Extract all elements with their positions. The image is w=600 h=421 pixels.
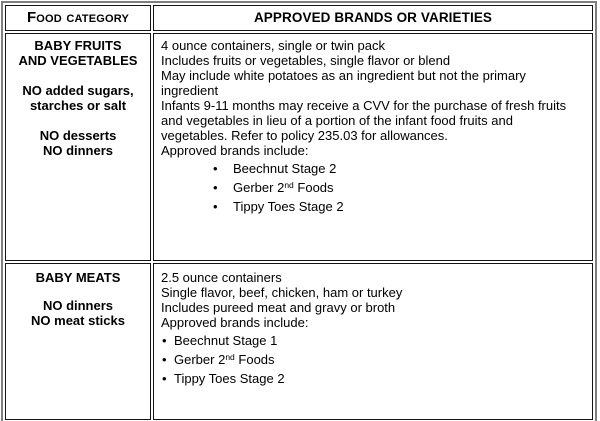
details-cell-baby-fruits — [153, 33, 593, 261]
brand-name: Gerber 2 — [233, 180, 285, 195]
details-paragraph: Infants 9-11 months may receive a CVV for the purchase of fresh fruits and vegetables in lieu of a portion of the infant food fruits and vegetables. Refer to policy 235.03 for allowances. — [161, 98, 567, 143]
restriction-line: starches or salt — [29, 98, 127, 113]
brand-name: Tippy Toes Stage 2 — [174, 371, 285, 386]
category-title-line: BABY FRUITS — [34, 38, 122, 53]
brand-name: Gerber 2 — [174, 352, 226, 367]
category-cell-baby-fruits — [5, 33, 151, 261]
brands-label: Approved brands include: — [161, 143, 309, 158]
details-line: Single flavor, beef, chicken, ham or turkey — [161, 285, 403, 300]
bullet-icon: • — [162, 333, 167, 348]
brand-name: Beechnut Stage 1 — [174, 333, 278, 348]
food-category-header-label: Food category — [26, 9, 130, 26]
bullet-icon: • — [213, 161, 218, 176]
table-row-baby-fruits-vegetables — [5, 33, 593, 261]
brand-item — [161, 160, 578, 179]
brand-item — [161, 351, 578, 370]
brand-list — [161, 160, 578, 217]
header-cell-food-category — [5, 5, 151, 31]
header-cell-approved-brands — [153, 5, 593, 31]
category-title-line: AND VEGETABLES — [18, 53, 138, 68]
category-restriction — [6, 298, 150, 328]
brands-label: Approved brands include: — [161, 315, 309, 330]
restriction-line: NO dinners — [42, 143, 114, 158]
restriction-line: NO dinners — [42, 298, 114, 313]
bullet-icon: • — [213, 199, 218, 214]
details-line: 4 ounce containers, single or twin pack — [161, 38, 386, 53]
details-cell-baby-meats — [153, 263, 593, 420]
details-paragraph — [161, 285, 578, 315]
details-line: Includes pureed meat and gravy or broth — [161, 300, 396, 315]
restriction-line: NO desserts — [39, 128, 117, 143]
brand-name-superscript: nd — [284, 180, 294, 190]
details-paragraph: May include white potatoes as an ingredient but not the primary ingredient — [161, 68, 526, 98]
category-restriction — [6, 128, 150, 158]
details-paragraph — [161, 270, 578, 285]
bullet-icon: • — [162, 371, 167, 386]
category-title-line: BABY MEATS — [35, 270, 121, 285]
category-title — [6, 38, 150, 68]
details-line: Includes fruits or vegetables, single flavor or blend — [161, 53, 451, 68]
approved-brands-header-label: APPROVED BRANDS OR VARIETIES — [253, 10, 493, 25]
category-cell-baby-meats — [5, 263, 151, 420]
brand-name-superscript: nd — [225, 352, 235, 362]
brand-item — [161, 370, 578, 389]
details-line: 2.5 ounce containers — [161, 270, 282, 285]
category-title — [6, 270, 150, 285]
category-restriction — [6, 83, 150, 113]
bullet-icon: • — [213, 180, 218, 195]
table-row-baby-meats — [5, 263, 593, 420]
brand-list — [161, 332, 578, 389]
brand-name: Beechnut Stage 2 — [233, 161, 337, 176]
details-paragraph — [161, 38, 578, 68]
brand-item — [161, 332, 578, 351]
food-category-table — [1, 1, 597, 421]
restriction-line: NO added sugars, — [22, 83, 134, 98]
brand-name: Tippy Toes Stage 2 — [233, 199, 344, 214]
brand-name: Foods — [234, 352, 275, 367]
brand-item — [161, 179, 578, 198]
brand-name: Foods — [293, 180, 334, 195]
restriction-line: NO meat sticks — [31, 313, 125, 328]
brand-item — [161, 198, 578, 217]
bullet-icon: • — [162, 352, 167, 367]
header-row — [5, 5, 593, 31]
